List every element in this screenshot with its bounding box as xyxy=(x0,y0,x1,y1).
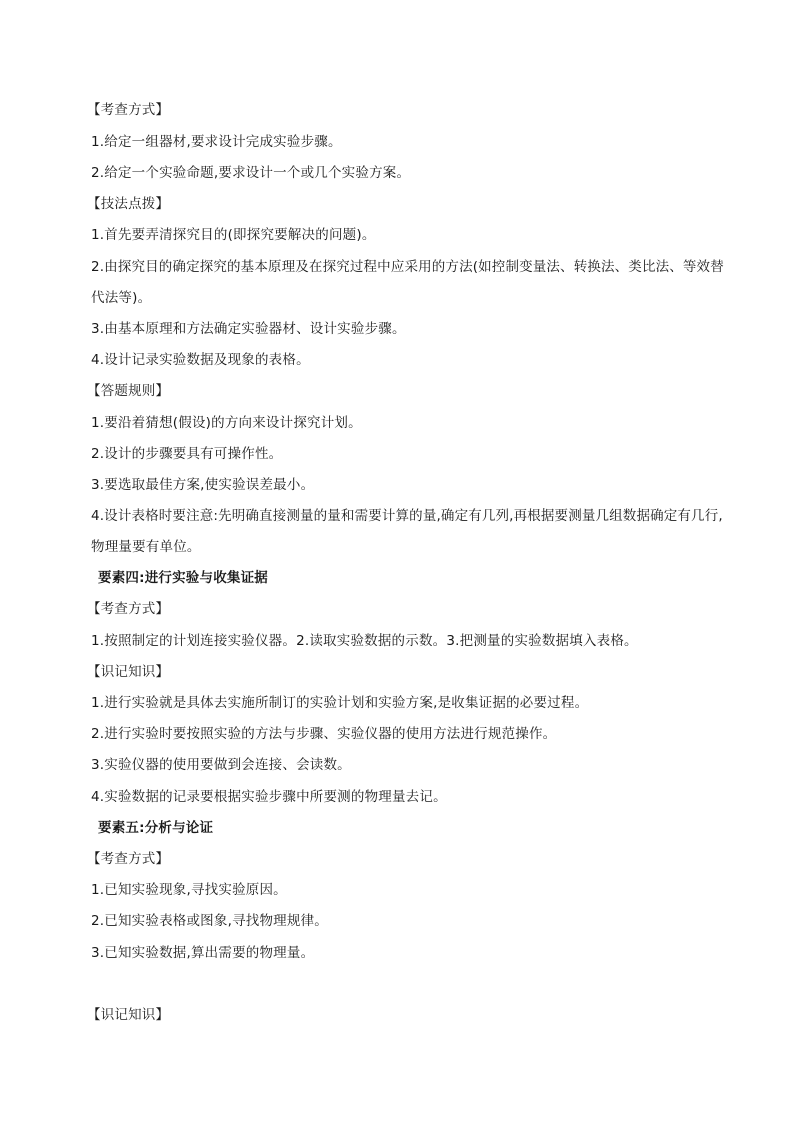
section-heading-element-five: 要素五:分析与论证 xyxy=(98,820,214,836)
list-item: 1.要沿着猜想(假设)的方向来设计探究计划。 xyxy=(91,415,362,431)
bracket-heading-exam-method: 【考查方式】 xyxy=(87,601,170,617)
list-item: 3.实验仪器的使用要做到会连接、会读数。 xyxy=(91,757,351,773)
list-item: 2.给定一个实验命题,要求设计一个或几个实验方案。 xyxy=(91,165,411,181)
list-item-continuation: 物理量要有单位。 xyxy=(91,539,201,555)
list-item: 4.实验数据的记录要根据实验步骤中所要测的物理量去记。 xyxy=(91,789,447,805)
bracket-heading-exam-method: 【考查方式】 xyxy=(87,102,170,118)
list-item: 2.由探究目的确定探究的基本原理及在探究过程中应采用的方法(如控制变量法、转换法、类比法、等效替 xyxy=(91,259,724,275)
bracket-heading-exam-method: 【考查方式】 xyxy=(87,851,170,867)
list-item: 3.已知实验数据,算出需要的物理量。 xyxy=(91,945,315,961)
list-item: 1.给定一组器材,要求设计完成实验步骤。 xyxy=(91,134,342,150)
list-item-continuation: 代法等)。 xyxy=(91,290,152,306)
list-item: 2.已知实验表格或图象,寻找物理规律。 xyxy=(91,913,328,929)
list-item: 3.要选取最佳方案,使实验误差最小。 xyxy=(91,477,315,493)
list-item: 1.进行实验就是具体去实施所制订的实验计划和实验方案,是收集证据的必要过程。 xyxy=(91,695,589,711)
list-item: 1.已知实验现象,寻找实验原因。 xyxy=(91,882,287,898)
list-item: 2.进行实验时要按照实验的方法与步骤、实验仪器的使用方法进行规范操作。 xyxy=(91,726,557,742)
list-item: 4.设计表格时要注意:先明确直接测量的量和需要计算的量,确定有几列,再根据要测量几组数据确定有几行, xyxy=(91,508,723,524)
list-item: 4.设计记录实验数据及现象的表格。 xyxy=(91,352,310,368)
section-heading-element-four: 要素四:进行实验与收集证据 xyxy=(98,570,268,586)
list-item: 1.首先要弄清探究目的(即探究要解决的问题)。 xyxy=(91,227,376,243)
bracket-heading-technique-tips: 【技法点拨】 xyxy=(87,196,170,212)
bracket-heading-knowledge: 【识记知识】 xyxy=(87,1007,170,1023)
list-item: 2.设计的步骤要具有可操作性。 xyxy=(91,446,283,462)
list-item: 3.由基本原理和方法确定实验器材、设计实验步骤。 xyxy=(91,321,406,337)
bracket-heading-answer-rules: 【答题规则】 xyxy=(87,383,170,399)
bracket-heading-knowledge: 【识记知识】 xyxy=(87,664,170,680)
list-item: 1.按照制定的计划连接实验仪器。2.读取实验数据的示数。3.把测量的实验数据填入表格。 xyxy=(91,633,638,649)
